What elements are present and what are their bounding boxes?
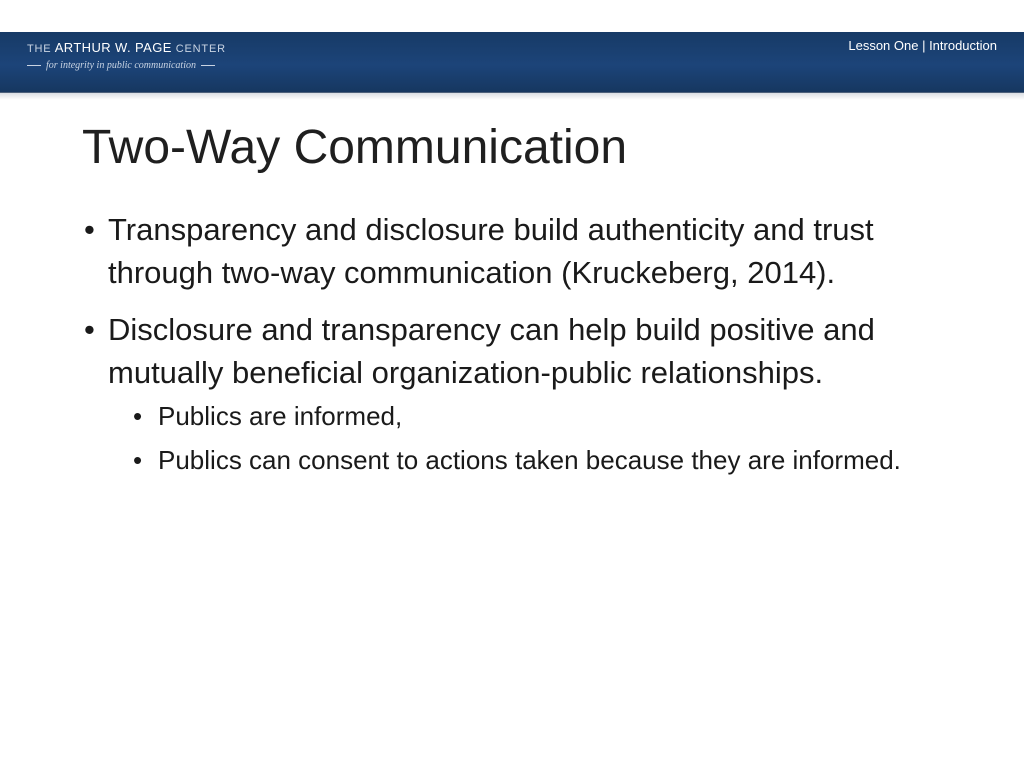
bullet-dot-icon: • <box>84 212 95 247</box>
banner-shadow <box>0 92 1024 100</box>
logo-suffix: CENTER <box>175 43 226 55</box>
tagline-rule-left <box>27 65 41 66</box>
sub-bullet-list <box>108 398 962 478</box>
lesson-label: Lesson One | Introduction <box>848 38 997 53</box>
slide-body <box>82 208 962 492</box>
bullet-dot-icon: • <box>84 312 95 347</box>
bullet-text: Transparency and disclosure build authenticity and trust through two-way communication (Kruckeberg, 2014). <box>108 212 874 290</box>
bullet-dot-icon: • <box>133 445 143 475</box>
sub-bullet-text: Publics are informed, <box>158 401 403 431</box>
slide-title: Two-Way Communication <box>82 121 628 174</box>
logo-wordmark <box>27 40 226 57</box>
sub-bullet-item <box>133 442 962 478</box>
logo-name: ARTHUR W. PAGE <box>54 40 172 55</box>
bullet-item <box>82 208 962 294</box>
bullet-list <box>82 208 962 478</box>
bullet-item <box>82 308 962 478</box>
bullet-dot-icon: • <box>133 401 143 431</box>
tagline-rule-right <box>201 65 215 66</box>
sub-bullet-text: Publics can consent to actions taken because they are informed. <box>158 445 901 475</box>
logo-tagline-row <box>27 60 226 71</box>
page-center-logo <box>27 40 226 71</box>
logo-tagline: for integrity in public communication <box>46 60 196 71</box>
bullet-text: Disclosure and transparency can help build positive and mutually beneficial organization-public relationships. <box>108 312 875 390</box>
sub-bullet-item <box>133 398 962 434</box>
logo-prefix: THE <box>27 43 52 55</box>
